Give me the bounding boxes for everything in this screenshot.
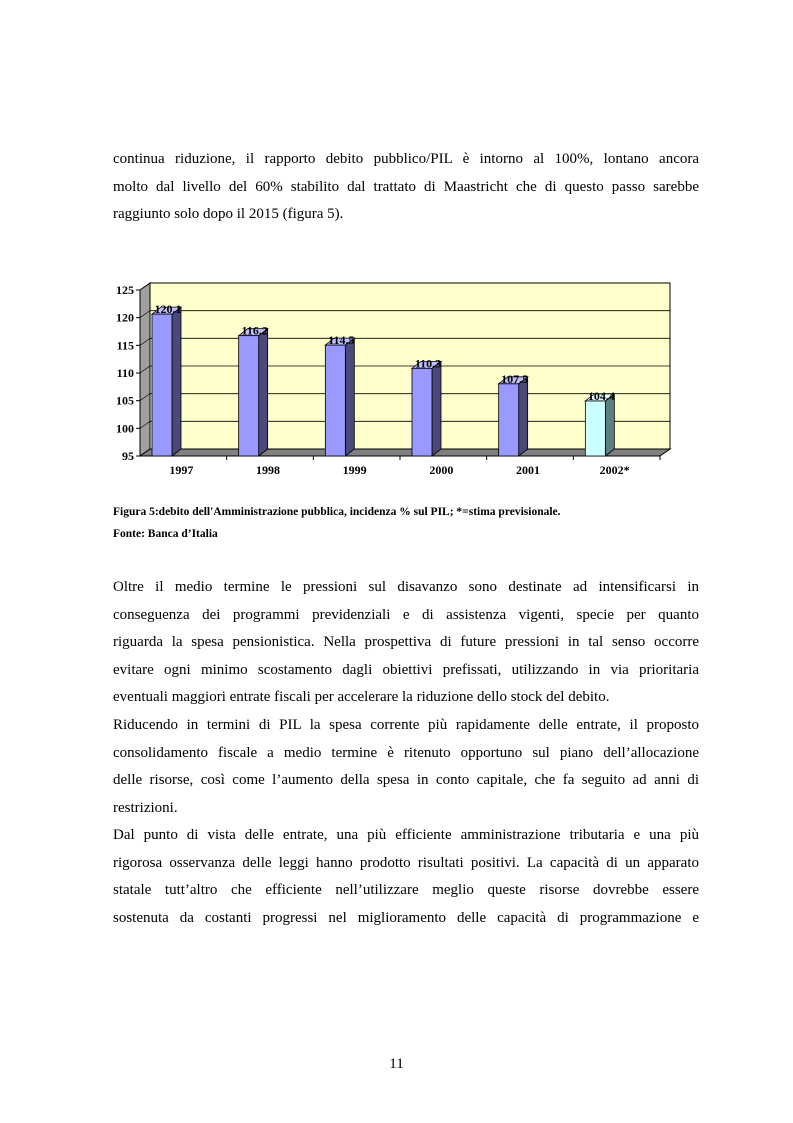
bar — [499, 384, 519, 456]
bar — [585, 401, 605, 456]
data-label: 114.5 — [328, 333, 355, 348]
text-line: riguarda la spesa pensionistica. Nella prospettiva di future pressioni in tal senso occorre — [113, 634, 699, 651]
x-tick-label: 1997 — [169, 463, 194, 477]
bar-side — [345, 338, 354, 456]
bar-side — [259, 329, 268, 456]
x-tick-label: 1999 — [342, 463, 367, 477]
data-label: 110.3 — [414, 356, 442, 371]
bar — [152, 314, 172, 456]
intro-paragraph — [113, 146, 699, 229]
y-tick-label: 105 — [116, 393, 134, 408]
text-line: eventuali maggiori entrate fiscali per accelerare la riduzione dello stock del debito. — [113, 689, 610, 706]
x-tick-label: 2001 — [516, 463, 540, 477]
y-tick-label: 125 — [116, 283, 134, 297]
text-line: consolidamento fiscale a medio termine è ritenuto opportuno sul piano dell’allocazione — [113, 744, 699, 761]
data-label: 107.5 — [501, 371, 529, 386]
text-line: Riducendo in termini di PIL la spesa corrente più rapidamente delle entrate, il proposto — [113, 717, 699, 733]
text-line: molto dal livello del 60% stabilito dal trattato di Maastricht che di questo passo sarebbe — [113, 178, 699, 195]
page-number: 11 — [389, 1056, 404, 1072]
data-label: 120.1 — [154, 302, 182, 317]
bar — [239, 336, 259, 456]
text-line: statale tutt’altro che efficiente nell’utilizzare meglio queste risorse dovrebbe essere — [113, 882, 699, 899]
text-line: sostenuta da costanti progressi nel miglioramento delle capacità di programmazione e — [113, 909, 699, 926]
y-tick-label: 95 — [122, 449, 134, 463]
text-line: delle risorse, così come l’aumento della spesa in conto capitale, che fa seguito ad anni di — [113, 772, 699, 789]
y-tick-label: 115 — [116, 338, 134, 353]
bar-side — [172, 307, 181, 456]
text-line: conseguenza dei programmi previdenziali e di assistenza vigenti, specie per quanto — [113, 606, 699, 623]
x-tick-label: 2000 — [429, 463, 454, 477]
bar-side — [519, 377, 528, 456]
text-line: raggiunto solo dopo il 2015 (figura 5). — [113, 206, 344, 223]
x-tick-label: 1998 — [256, 463, 280, 477]
figure-source: Fonte: Banca d’Italia — [113, 528, 218, 540]
figure-caption: Figura 5:debito dell'Amministrazione pubblica, incidenza % sul PIL; *=stima previsionale. — [113, 506, 561, 518]
text-line: evitare ogni minimo scostamento dagli obiettivi prefissati, utilizzando in via prioritaria — [113, 661, 699, 678]
text-line: Dal punto di vista delle entrate, una più efficiente amministrazione tributaria e una più — [113, 827, 699, 843]
paragraph-consolidamento — [113, 712, 699, 822]
bar-side — [605, 394, 614, 456]
y-tick-label: 120 — [116, 310, 134, 325]
text-line: restrizioni. — [113, 799, 178, 816]
bar — [412, 368, 432, 456]
text-line: rigorosa osservanza delle leggi hanno prodotto risultati positivi. La capacità di un apparato — [113, 854, 699, 871]
debt-ratio-bar-chart — [100, 282, 680, 492]
text-line: Oltre il medio termine le pressioni sul disavanzo sono destinate ad intensificarsi in — [113, 579, 699, 595]
y-tick-label: 100 — [116, 421, 134, 436]
data-label: 116.2 — [241, 323, 268, 338]
paragraph-entrate — [113, 822, 699, 932]
data-label: 104.4 — [587, 388, 615, 403]
text-line: continua riduzione, il rapporto debito pubblico/PIL è intorno al 100%, lontano ancora — [113, 151, 699, 167]
paragraph-pressioni — [113, 574, 699, 712]
chart-canvas — [100, 282, 680, 492]
bar-side — [432, 361, 441, 456]
x-tick-label: 2002* — [599, 463, 630, 477]
y-tick-label: 110 — [116, 366, 134, 380]
bar — [325, 345, 345, 456]
